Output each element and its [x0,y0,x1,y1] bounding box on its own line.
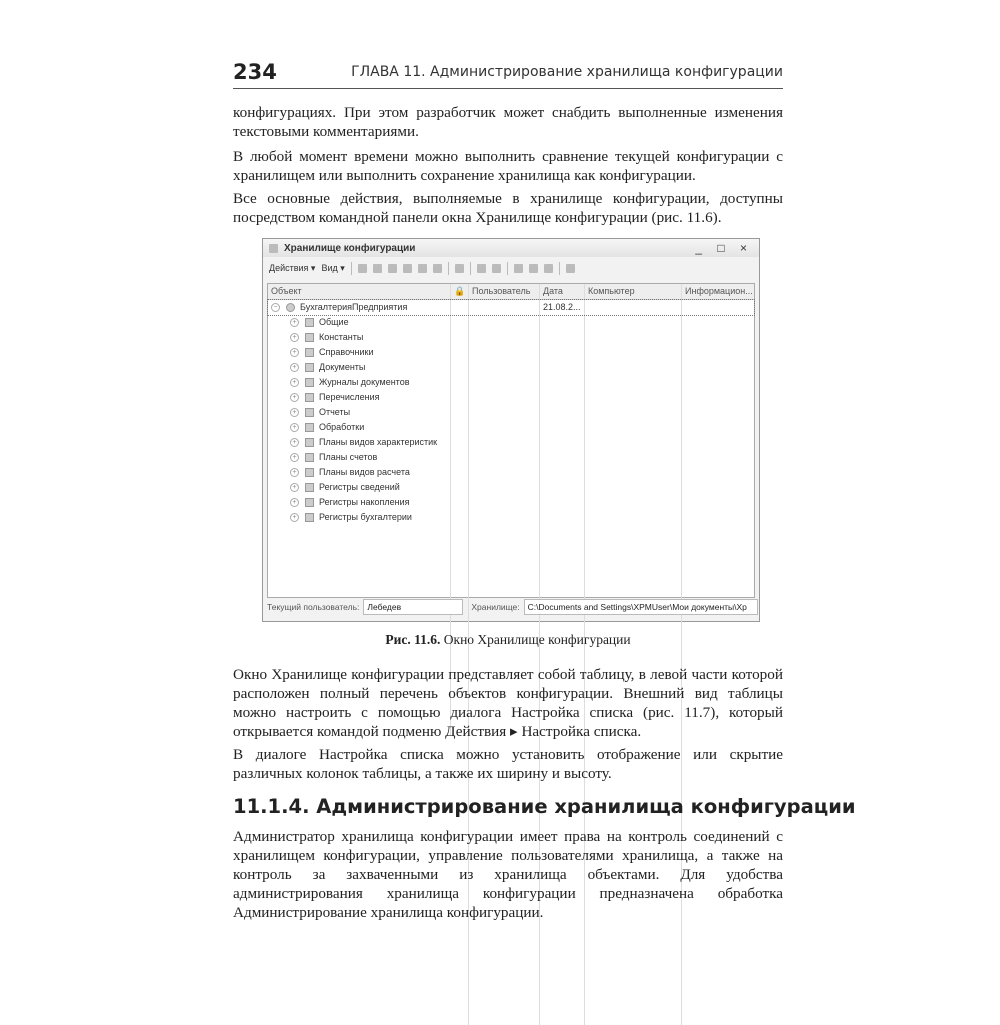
paragraph: Администратор хранилища конфигурации имеет права на контроль соединений с хранилищем конфигурации, управление пользователями хранилища, а также на контроль за захваченными из хранилища объектами. Для удобства администрирования хранилища конфигурации предназначена обработка Администрирование хранилища конфигурации. [233,828,783,921]
table-row[interactable] [268,420,754,435]
object-type-icon [305,513,314,522]
collapse-icon[interactable]: − [271,303,280,312]
header-rule [233,88,783,89]
separator [470,262,471,275]
object-type-icon [305,363,314,372]
user-field[interactable]: Лебедев [363,599,463,615]
expand-icon[interactable]: + [290,408,299,417]
compare-icon[interactable] [455,264,464,273]
table-row[interactable] [268,405,754,420]
figure-caption [233,632,783,648]
paragraph: В диалоге Настройка списка можно установить отображение или скрытие различных колонок таблицы, а также их ширину и высоту. [233,746,783,782]
object-type-icon [305,393,314,402]
table-row[interactable] [268,300,754,315]
col-object[interactable]: Объект [268,284,451,299]
separator [559,262,560,275]
window-icon [269,244,278,253]
storage-icon[interactable] [514,264,523,273]
window-title: Хранилище конфигурации [284,242,416,254]
separator [507,262,508,275]
window-footer [267,599,758,615]
object-name: Планы видов характеристик [319,437,438,447]
object-type-icon [305,348,314,357]
object-type-icon [305,498,314,507]
user-label: Текущий пользователь: [267,602,360,612]
table-row[interactable] [268,345,754,360]
versions-icon[interactable] [544,264,553,273]
chapter-title: ГЛАВА 11. Администрирование хранилища конфигурации [351,64,783,80]
object-name: Регистры сведений [319,482,400,492]
table-row[interactable] [268,495,754,510]
table-row[interactable] [268,315,754,330]
paragraph: конфигурациях. При этом разработчик может снабдить выполненные изменения текстовыми комментариями. [233,104,783,140]
object-name: Обработки [319,422,365,432]
object-name: Журналы документов [319,377,410,387]
paragraph: Окно Хранилище конфигурации представляет собой таблицу, в левой части которой расположен полный перечень объектов конфигурации. Внешний вид таблицы можно настроить с помощью диалога Настройка списка (рис. 11.7), который открывается командой подменю Действия ▸ Настройка списка. [233,666,783,740]
table-row[interactable] [268,390,754,405]
object-name: Справочники [319,347,374,357]
table-row[interactable] [268,375,754,390]
expand-icon[interactable]: + [290,468,299,477]
window-titlebar [263,239,759,257]
object-name: Перечисления [319,392,380,402]
expand-icon[interactable]: + [290,453,299,462]
table-row[interactable] [268,435,754,450]
expand-icon[interactable]: + [290,438,299,447]
expand-icon[interactable]: + [290,318,299,327]
capture-icon[interactable] [358,264,367,273]
object-name: Регистры бухгалтерии [319,512,412,522]
object-type-icon [305,438,314,447]
object-type-icon [305,378,314,387]
caption-label: Рис. 11.6. [385,632,441,647]
paragraph: В любой момент времени можно выполнить сравнение текущей конфигурации с хранилищем или выполнить сохранение хранилища как конфигурации. [233,148,783,184]
storage-window [262,238,760,622]
table-header [268,284,754,300]
toolbar [263,257,759,279]
separator [448,262,449,275]
paragraph: Все основные действия, выполняемые в хранилище конфигурации, доступны посредством командной панели окна Хранилище конфигурации (рис. 11.6). [233,190,783,226]
history-icon[interactable] [477,264,486,273]
table-row[interactable] [268,510,754,525]
object-name: Общие [319,317,349,327]
users-icon[interactable] [529,264,538,273]
table-row[interactable] [268,465,754,480]
object-type-icon [305,453,314,462]
expand-icon[interactable]: + [290,393,299,402]
object-name: Регистры накопления [319,497,410,507]
object-type-icon [305,408,314,417]
separator [351,262,352,275]
config-icon [286,303,295,312]
storage-field[interactable]: C:\Documents and Settings\XPMUser\Мои документы\Хр [524,599,758,615]
expand-icon[interactable]: + [290,513,299,522]
expand-icon[interactable]: + [290,378,299,387]
clear-filter-icon[interactable] [492,264,501,273]
page-number: 234 [233,60,277,84]
object-name: Планы счетов [319,452,378,462]
table-row[interactable] [268,360,754,375]
filter-icon[interactable] [418,264,427,273]
table-row[interactable] [268,450,754,465]
window-controls[interactable]: _ □ × [695,241,753,255]
object-name: Константы [319,332,364,342]
expand-icon[interactable]: + [290,498,299,507]
expand-icon[interactable]: + [290,333,299,342]
root-name: БухгалтерияПредприятия [300,302,408,312]
object-type-icon [305,468,314,477]
view-menu[interactable]: Вид ▾ [321,262,345,273]
object-name: Планы видов расчета [319,467,410,477]
section-heading: 11.1.4. Администрирование хранилища конфигурации [233,795,856,818]
save-icon[interactable] [388,264,397,273]
object-type-icon [305,483,314,492]
col-user[interactable]: Пользователь [469,284,540,299]
col-lock[interactable]: 🔒 [451,284,469,299]
object-type-icon [305,333,314,342]
caption-text: Окно Хранилище конфигурации [440,632,631,647]
merge-icon[interactable] [433,264,442,273]
object-name: Документы [319,362,366,372]
object-name: Отчеты [319,407,351,417]
expand-icon[interactable]: + [290,483,299,492]
get-icon[interactable] [403,264,412,273]
actions-menu[interactable]: Действия ▾ [269,262,316,273]
col-info[interactable]: Информацион... [685,286,753,296]
storage-label: Хранилище: [471,602,520,612]
expand-icon[interactable]: + [290,363,299,372]
table-row[interactable] [268,330,754,345]
table-row[interactable] [268,480,754,495]
root-date: 21.08.2... [540,300,585,315]
expand-icon[interactable]: + [290,348,299,357]
settings-icon[interactable] [566,264,575,273]
col-date[interactable]: Дата [540,284,585,299]
col-computer[interactable]: Компьютер [585,284,682,299]
object-type-icon [305,423,314,432]
release-icon[interactable] [373,264,382,273]
expand-icon[interactable]: + [290,423,299,432]
objects-table [267,283,755,598]
object-type-icon [305,318,314,327]
